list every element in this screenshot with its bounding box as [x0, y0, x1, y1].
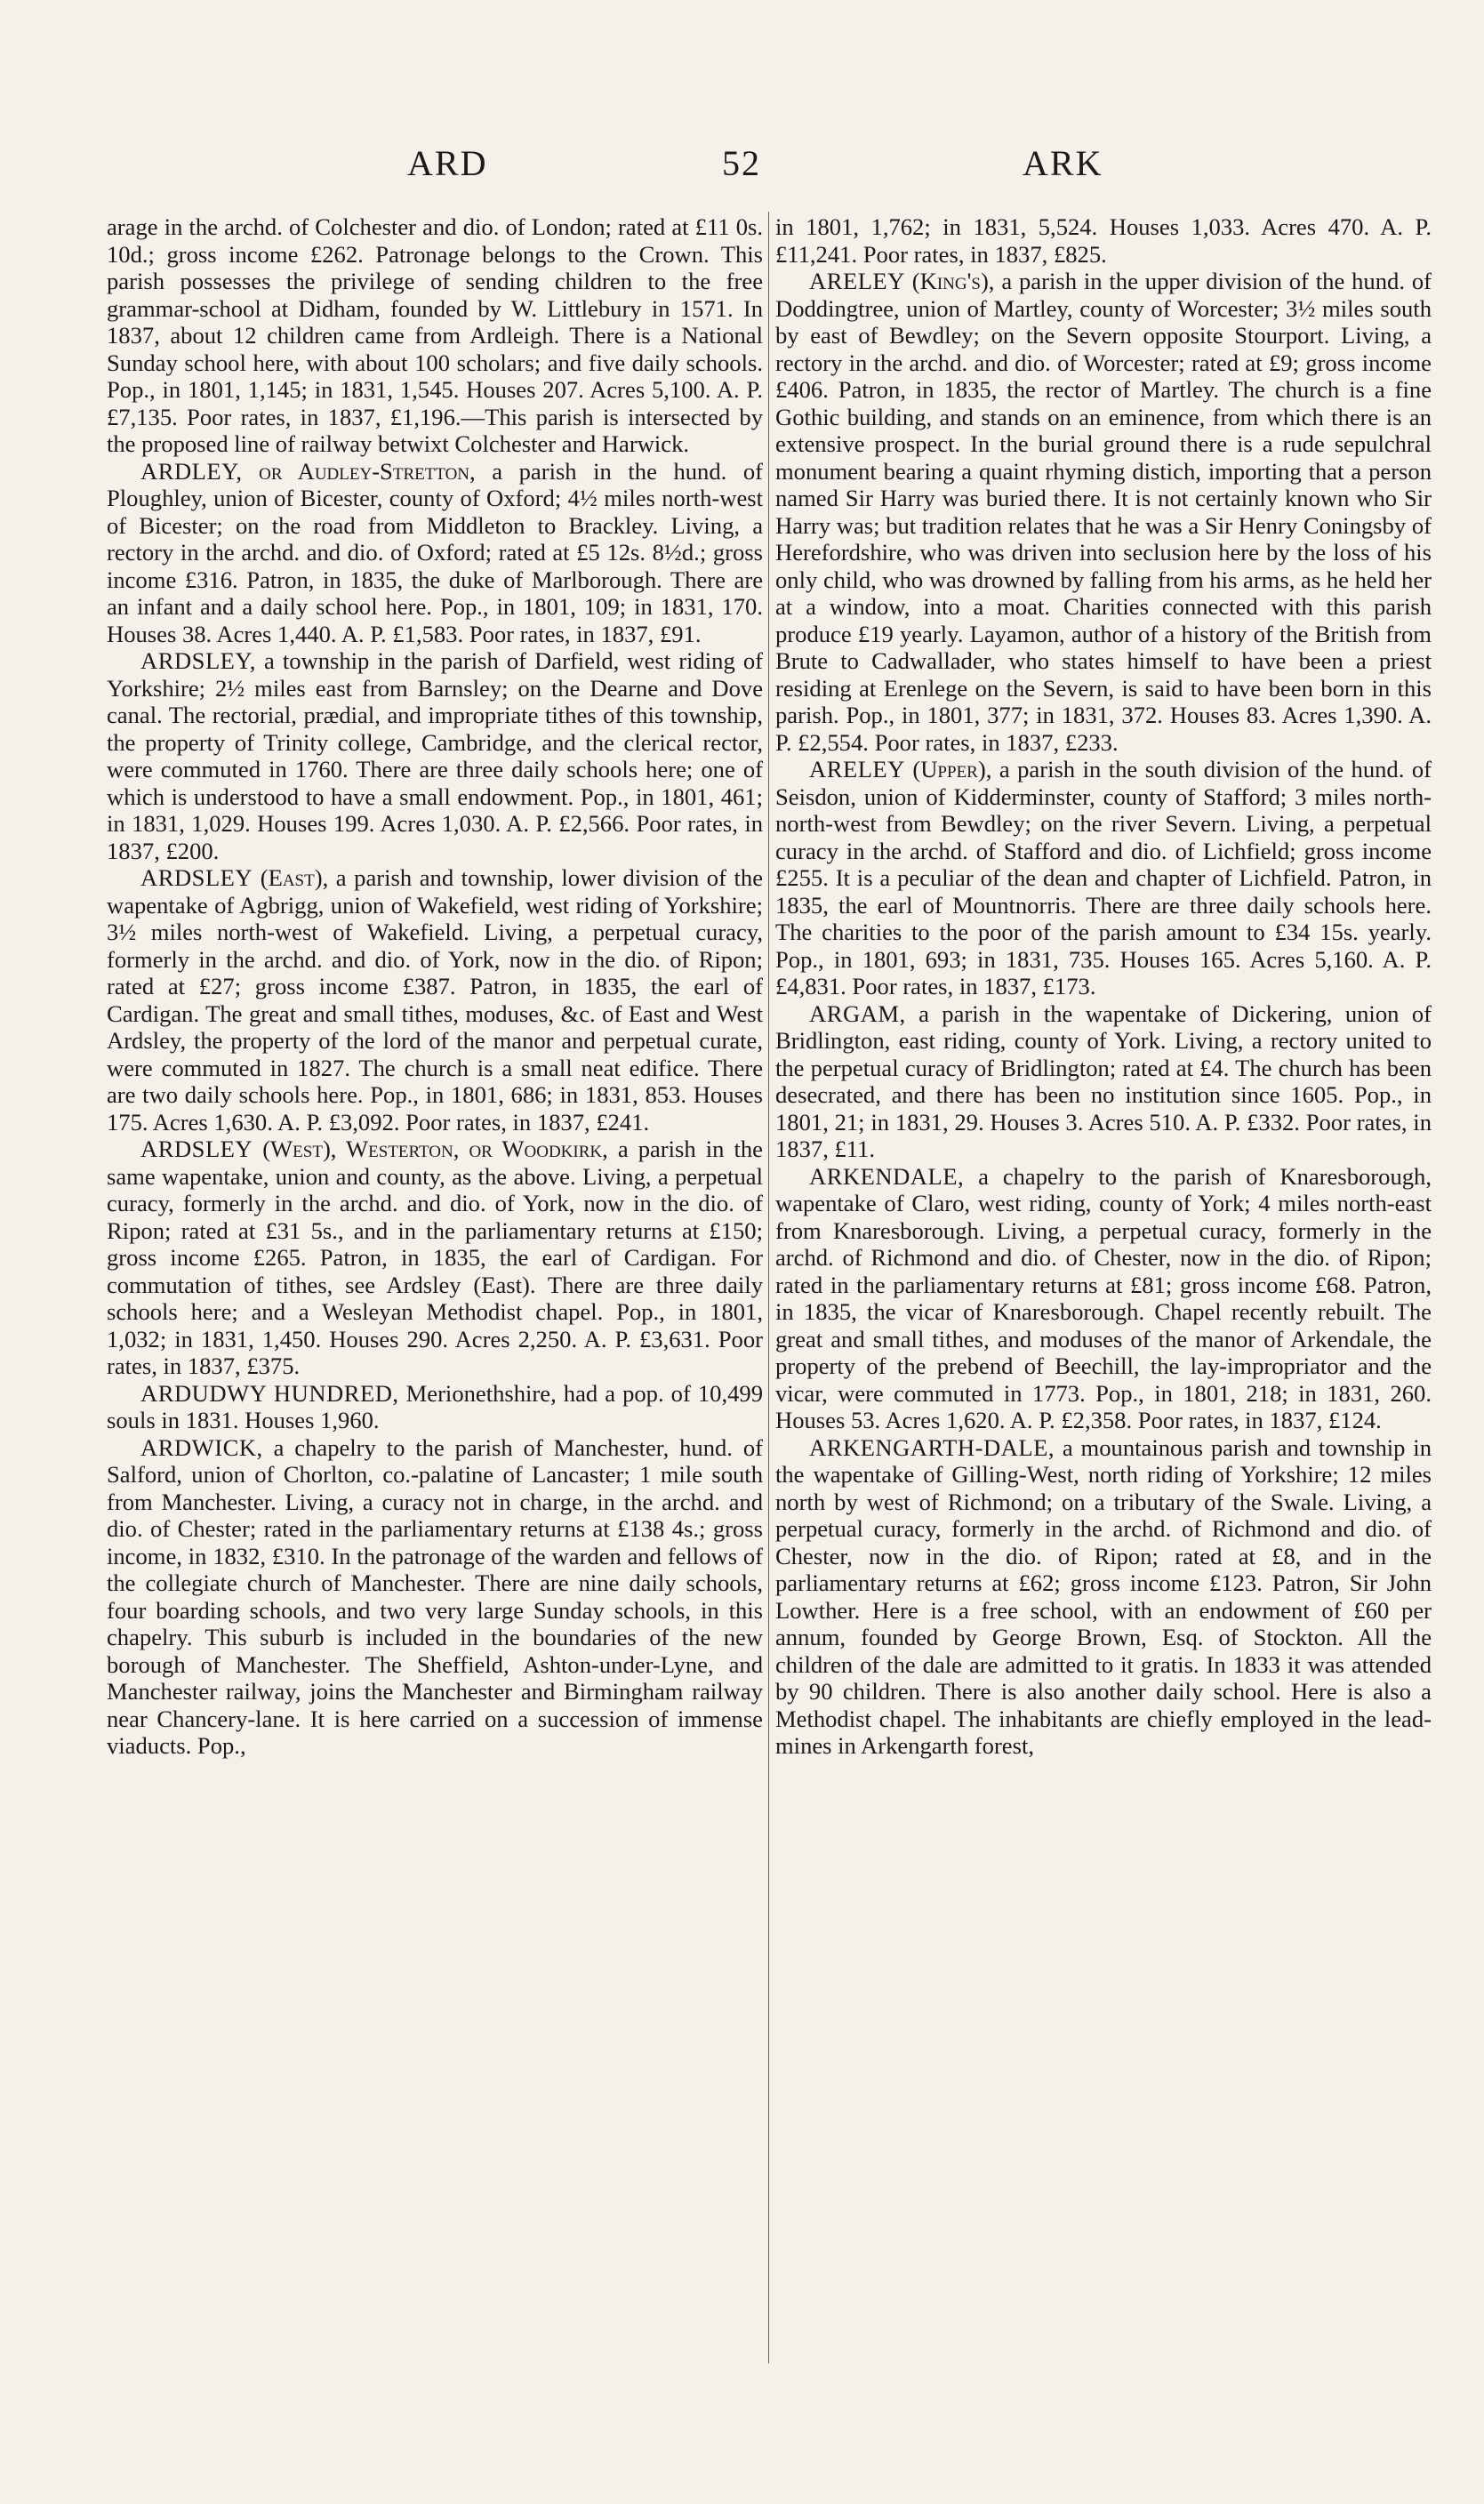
- entry-text: a township in the parish of Darfield, west riding of Yorkshire; 2½ miles east from Barnsley; on the Dearne and Dove canal. The rectorial, prædial, and impropriate tithes of this township, the property of Trinity college, Cambridge, and the clerical rector, were commuted in 1760. There are three daily schools here; one of which is understood to have a small endowment. Pop., in 1801, 461; in 1831, 1,029. Houses 199. Acres 1,030. A. P. £2,566. Poor rates, in 1837, £200.: [107, 647, 763, 864]
- gazetteer-entry: [775, 1163, 1432, 1434]
- column-divider: [768, 212, 769, 2364]
- gazetteer-entry: [775, 268, 1432, 756]
- entry-headword: ARELEY: [809, 268, 905, 294]
- gazetteer-entry: [107, 1434, 763, 1760]
- gazetteer-entry: [775, 756, 1432, 1000]
- left-column: [107, 213, 763, 1760]
- gazetteer-entry: [107, 647, 763, 864]
- page-number: 52: [722, 143, 761, 183]
- running-head-left: ARD: [407, 143, 488, 183]
- gazetteer-entry: [107, 458, 763, 648]
- gazetteer-entry: [107, 1380, 763, 1434]
- entry-continuation: [107, 213, 763, 458]
- gazetteer-entry: [107, 864, 763, 1136]
- entry-headword: ARKENGARTH-DALE,: [809, 1433, 1055, 1461]
- entry-headword: ARDLEY,: [140, 457, 243, 485]
- entry-text: a mountainous parish and township in the wapentake of Gilling-West, north riding of Yorkshire; 12 miles north by west of Richmond; on a tributary of the Swale. Living, a perpetual curacy, formerly in the archd. of Richmond and dio. of Chester, now in the dio. of Ripon; rated at £8, and in the parliamentary returns at £62; gross income £123. Patron, Sir John Lowther. Here is a free school, with an endowment of £60 per annum, founded by George Brown, Esq. of Stockton. All the children of the dale are admitted to it gratis. In 1833 it was attended by 90 children. There is also another daily school. Here is also a Methodist chapel. The inhabitants are chiefly employed in the lead-mines in Arkengarth forest,: [775, 1433, 1432, 1759]
- entry-text: a parish in the wapentake of Dickering, union of Bridlington, east riding, county of York. Living, a rectory united to the perpetual curacy of Bridlington; rated at £4. The church has been desecrated, and there has been no institution since 1605. Pop., in 1801, 21; in 1831, 29. Houses 3. Acres 510. A. P. £332. Poor rates, in 1837, £11.: [775, 999, 1432, 1162]
- entry-alt-name: (West), Westerton, or Woodkirk,: [262, 1136, 608, 1162]
- entry-text: in 1801, 1,762; in 1831, 5,524. Houses 1,033. Acres 470. A. P. £11,241. Poor rates, in 1837, £825.: [775, 213, 1432, 268]
- entry-headword: ARGAM,: [809, 999, 906, 1027]
- entry-text: arage in the archd. of Colchester and dio. of London; rated at £11 0s. 10d.; gross income £262. Patronage belongs to the Crown. This parish possesses the privilege of sending children to the free grammar-school at Didham, founded by W. Littlebury in 1571. In 1837, about 12 children came from Ardleigh. There is a National Sunday school here, with about 100 scholars; and five daily schools. Pop., in 1801, 1,145; in 1831, 1,545. Houses 207. Acres 5,100. A. P. £7,135. Poor rates, in 1837, £1,196.—This parish is intersected by the proposed line of railway betwixt Colchester and Harwick.: [107, 213, 763, 457]
- gazetteer-entry: [775, 1434, 1432, 1760]
- entry-headword: ARDUDWY HUNDRED,: [140, 1379, 399, 1407]
- entry-text: a parish in the upper division of the hund. of Doddingtree, union of Martley, county of Worcester; 3½ miles south by east of Bewdley; on the Severn opposite Stourport. Living, a rectory in the archd. and dio. of Worcester; rated at £9; gross income £406. Patron, in 1835, the rector of Martley. The church is a fine Gothic building, and stands on an eminence, from which there is an extensive prospect. In the burial ground there is a rude sepulchral monument bearing a quaint rhyming distich, importing that a person named Sir Harry was buried there. It is not certainly known who Sir Harry was; but tradition relates that he was a Sir Henry Coningsby of Herefordshire, who was driven into seclusion here by the loss of his only child, who was drowned by falling from his arms, as he held her at a window, into a moat. Charities connected with this parish produce £19 yearly. Layamon, author of a history of the British from Brute to Cadwallader, who states himself to have been a priest residing at Erenlege on the Severn, is said to have been born in this parish. Pop., in 1801, 377; in 1831, 372. Houses 83. Acres 1,390. A. P. £2,554. Poor rates, in 1837, £233.: [775, 268, 1432, 756]
- entry-headword: ARELEY: [809, 756, 905, 782]
- gazetteer-entry: [107, 1136, 763, 1380]
- entry-text: a parish in the hund. of Ploughley, union of Bicester, county of Oxford; 4½ miles north-west of Bicester; on the road from Middleton to Brackley. Living, a rectory in the archd. and dio. of Oxford; rated at £5 12s. 8½d.; gross income £316. Patron, in 1835, the duke of Marlborough. There are an infant and a daily school here. Pop., in 1801, 109; in 1831, 170. Houses 38. Acres 1,440. A. P. £1,583. Poor rates, in 1837, £91.: [107, 457, 763, 647]
- entry-alt-name: (East),: [260, 864, 329, 891]
- entry-text: a parish and township, lower division of the wapentake of Agbrigg, union of Wakefield, west riding of Yorkshire; 3½ miles north-west of Wakefield. Living, a perpetual curacy, formerly in the archd. and dio. of York, now in the dio. of Ripon; rated at £27; gross income £387. Patron, in 1835, the earl of Cardigan. The great and small tithes, moduses, &c. of East and West Ardsley, the property of the lord of the manor and perpetual curate, were commuted in 1827. The church is a small neat edifice. There are two daily schools here. Pop., in 1801, 686; in 1831, 853. Houses 175. Acres 1,630. A. P. £3,092. Poor rates, in 1837, £241.: [107, 864, 764, 1136]
- entry-text: Merionethshire, had a pop. of 10,499 souls in 1831. Houses 1,960.: [107, 1379, 763, 1433]
- entry-continuation: [775, 213, 1432, 268]
- entry-text: a parish in the south division of the hund. of Seisdon, union of Kidderminster, county of Stafford; 3 miles north-north-west from Bewdley; on the river Severn. Living, a perpetual curacy in the archd. of Stafford and dio. of Lichfield; gross income £255. It is a peculiar of the dean and chapter of Lichfield. Patron, in 1835, the earl of Mountnorris. There are three daily schools here. The charities to the poor of the parish amount to £34 15s. yearly. Pop., in 1801, 693; in 1831, 735. Houses 165. Acres 5,160. A. P. £4,831. Poor rates, in 1837, £173.: [775, 756, 1432, 999]
- entry-alt-name: (King's),: [911, 268, 995, 294]
- entry-headword: ARDSLEY,: [140, 647, 256, 674]
- right-column: [775, 213, 1432, 1760]
- entry-alt-name: or Audley-Stretton,: [259, 457, 476, 485]
- entry-text: a chapelry to the parish of Manchester, hund. of Salford, union of Chorlton, co.-palatine of Lancaster; 1 mile south from Manchester. Living, a curacy not in charge, in the archd. and dio. of Chester; rated in the parliamentary returns at £138 4s.; gross income, in 1832, £310. In the patronage of the warden and fellows of the collegiate church of Manchester. There are nine daily schools, four boarding schools, and two very large Sunday schools, in this chapelry. This suburb is included in the boundaries of the new borough of Manchester. The Sheffield, Ashton-under-Lyne, and Manchester railway, joins the Manchester and Birmingham railway near Chancery-lane. It is here carried on a succession of immense viaducts. Pop.,: [107, 1433, 763, 1759]
- entry-alt-name: (Upper),: [912, 756, 992, 782]
- entry-text: a parish in the same wapentake, union and county, as the above. Living, a perpetual curacy, formerly in the archd. and dio. of York, now in the dio. of Ripon; rated at £31 5s., and in the parliamentary returns at £150; gross income £265. Patron, in 1835, the earl of Cardigan. For commutation of tithes, see Ardsley (East). There are three daily schools here; and a Wesleyan Methodist chapel. Pop., in 1801, 1,032; in 1831, 1,450. Houses 290. Acres 2,250. A. P. £3,631. Poor rates, in 1837, £375.: [107, 1136, 763, 1379]
- entry-headword: ARKENDALE,: [809, 1162, 965, 1190]
- gazetteer-entry: [775, 1000, 1432, 1163]
- running-head: [0, 142, 1484, 187]
- entry-headword: ARDWICK,: [140, 1433, 263, 1461]
- running-head-right: ARK: [1023, 143, 1103, 183]
- entry-headword: ARDSLEY: [140, 864, 253, 891]
- entry-text: a chapelry to the parish of Knaresborough, wapentake of Claro, west riding, county of York; 4 miles north-east from Knaresborough. Living, a perpetual curacy, formerly in the archd. of Richmond and dio. of Chester, now in the dio. of Ripon; rated in the parliamentary returns at £81; gross income £68. Patron, in 1835, the vicar of Knaresborough. Chapel recently rebuilt. The great and small tithes, and moduses of the manor of Arkendale, the property of the prebend of Beechill, the lay-impropriator and the vicar, were commuted in 1773. Pop., in 1801, 218; in 1831, 260. Houses 53. Acres 1,620. A. P. £2,358. Poor rates, in 1837, £124.: [775, 1162, 1432, 1433]
- entry-headword: ARDSLEY: [140, 1136, 253, 1162]
